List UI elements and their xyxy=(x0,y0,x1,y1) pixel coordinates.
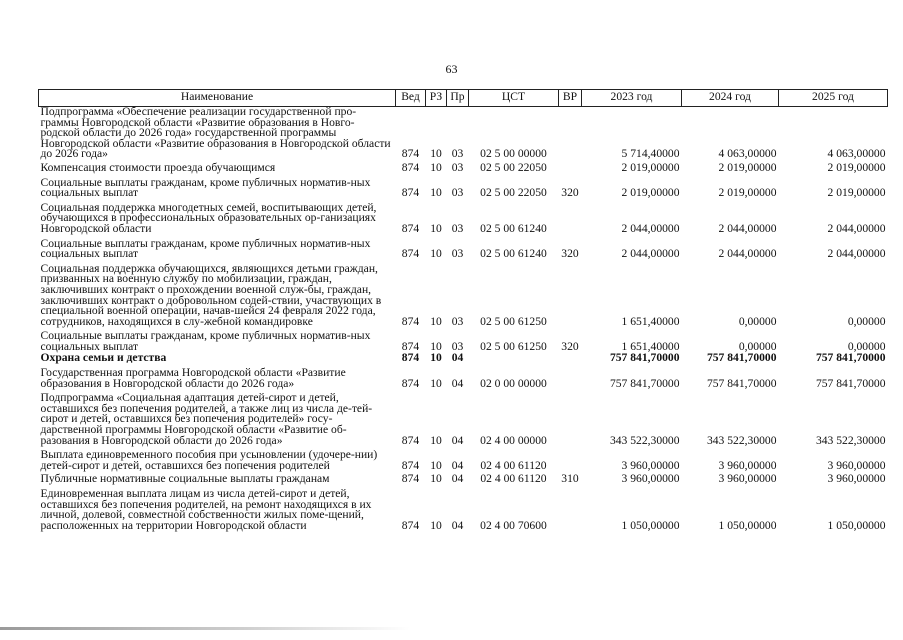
header-cst: ЦСТ xyxy=(469,90,559,107)
cell-y2023: 2 044,00000 xyxy=(621,247,680,261)
cell-y2024: 757 841,70000 xyxy=(706,376,777,390)
cell-y2024: 1 050,00000 xyxy=(718,518,777,532)
cell-ved: 874 xyxy=(401,376,420,390)
cell-y2024: 4 063,00000 xyxy=(718,147,777,161)
cell-name: Государственная программа Новгородской области «Развитие образования в Новгородской области до 2026 года» xyxy=(40,366,346,390)
header-pr: Пр xyxy=(447,90,469,107)
cell-y2024: 3 960,00000 xyxy=(718,472,777,486)
cell-vr xyxy=(559,365,582,390)
cell-pr: 03 xyxy=(451,160,464,174)
cell-y2023: 3 960,00000 xyxy=(621,472,680,486)
cell-ved: 874 xyxy=(401,221,420,235)
cell-y2023: 3 960,00000 xyxy=(621,458,680,472)
cell-name: Подпрограмма «Обеспечение реализации государственной про-граммы Новгородской области «Развитие образования в Новго-родской области до 2026 года» государственной программы Новгородской области «Развитие образования в Новгородской области до 2026 года» xyxy=(40,105,391,161)
cell-vr xyxy=(559,107,582,161)
cell-name: Социальные выплаты гражданам, кроме публичных норматив-ных социальных выплат xyxy=(40,236,371,261)
cell-name: Публичные нормативные социальные выплаты гражданам xyxy=(40,472,330,486)
cell-y2023: 2 019,00000 xyxy=(621,160,680,174)
cell-y2025: 343 522,30000 xyxy=(815,433,886,447)
cell-pr: 03 xyxy=(451,339,464,353)
cell-y2024: 0,00000 xyxy=(738,339,777,353)
cell-y2024: 2 044,00000 xyxy=(718,247,777,261)
cell-rz: 10 xyxy=(430,186,442,200)
cell-vr: 320 xyxy=(561,186,579,200)
cell-cst: 02 0 00 00000 xyxy=(480,376,547,390)
cell-rz: 10 xyxy=(430,458,442,472)
cell-y2024: 3 960,00000 xyxy=(718,458,777,472)
cell-y2023: 757 841,70000 xyxy=(609,351,680,365)
cell-rz: 10 xyxy=(430,472,442,486)
header-ved: Вед xyxy=(396,90,426,107)
cell-rz: 10 xyxy=(430,376,442,390)
cell-cst: 02 4 00 70600 xyxy=(480,518,547,532)
table-row xyxy=(39,261,888,329)
cell-ved: 874 xyxy=(401,458,420,472)
cell-cst: 02 5 00 22050 xyxy=(480,186,547,200)
header-name: Наименование xyxy=(39,90,396,107)
cell-pr: 03 xyxy=(451,247,464,261)
cell-ved: 874 xyxy=(401,314,420,328)
cell-ved: 874 xyxy=(401,518,420,532)
cell-ved: 874 xyxy=(401,433,420,447)
header-rz: РЗ xyxy=(426,90,447,107)
cell-ved: 874 xyxy=(401,351,420,365)
cell-name: Компенсация стоимости проезда обучающимся xyxy=(40,160,276,174)
cell-cst: 02 4 00 00000 xyxy=(480,433,547,447)
cell-ved: 874 xyxy=(401,472,420,486)
cell-pr: 03 xyxy=(451,314,464,328)
cell-name: Охрана семьи и детства xyxy=(40,351,167,365)
scan-edge-mark xyxy=(0,627,410,630)
cell-cst: 02 5 00 22050 xyxy=(480,160,547,174)
cell-y2025: 4 063,00000 xyxy=(827,147,886,161)
cell-y2023: 343 522,30000 xyxy=(609,433,680,447)
cell-rz: 10 xyxy=(430,221,442,235)
cell-y2024: 2 019,00000 xyxy=(718,186,777,200)
budget-table xyxy=(38,89,888,532)
table-row xyxy=(39,353,888,365)
cell-cst: 02 5 00 61250 xyxy=(480,314,547,328)
cell-y2025: 0,00000 xyxy=(847,314,886,328)
cell-y2023: 2 019,00000 xyxy=(621,186,680,200)
cell-y2025: 2 044,00000 xyxy=(827,221,886,235)
cell-y2024: 2 044,00000 xyxy=(718,221,777,235)
cell-cst: 02 5 00 61240 xyxy=(480,221,547,235)
cell-y2024: 757 841,70000 xyxy=(706,351,777,365)
cell-vr xyxy=(559,486,582,532)
cell-vr xyxy=(559,390,582,447)
cell-y2025: 1 050,00000 xyxy=(827,518,886,532)
cell-vr xyxy=(559,200,582,236)
cell-cst: 02 4 00 61120 xyxy=(480,472,547,486)
table-row xyxy=(39,447,888,472)
cell-pr: 04 xyxy=(451,433,464,447)
cell-rz: 10 xyxy=(430,351,442,365)
cell-y2025: 3 960,00000 xyxy=(827,458,886,472)
table-row xyxy=(39,486,888,532)
cell-cst: 02 5 00 61240 xyxy=(480,247,547,261)
cell-ved: 874 xyxy=(401,147,420,161)
cell-vr: 320 xyxy=(561,247,579,261)
table-row xyxy=(39,200,888,236)
cell-pr: 04 xyxy=(451,458,464,472)
cell-y2025: 2 019,00000 xyxy=(827,160,886,174)
cell-ved: 874 xyxy=(401,247,420,261)
cell-rz: 10 xyxy=(430,518,442,532)
cell-y2023: 757 841,70000 xyxy=(609,376,680,390)
cell-name: Единовременная выплата лицам из числа детей-сирот и детей, оставшихся без попечения родителей, на ремонт находящихся в их личной, долевой, совместной собственности жилых поме-щений, расположенных на территории Новгородской области xyxy=(40,487,372,532)
cell-name: Социальные выплаты гражданам, кроме публичных норматив-ных социальных выплат xyxy=(40,175,371,200)
cell-name: Подпрограмма «Социальная адаптация детей-сирот и детей, оставшихся без попечения родителей, а также лиц из числа де-тей-сирот и детей, оставшихся без попечения родителей» госу-дарственной программы Новгородской области «Развитие об-разования в Новгородской области до 2026 года» xyxy=(40,391,373,447)
table-row xyxy=(39,236,888,261)
cell-y2025: 757 841,70000 xyxy=(815,351,886,365)
table-row xyxy=(39,175,888,200)
cell-y2024: 343 522,30000 xyxy=(706,433,777,447)
cell-pr: 04 xyxy=(451,472,464,486)
cell-ved: 874 xyxy=(401,339,420,353)
cell-ved: 874 xyxy=(401,186,420,200)
cell-vr: 310 xyxy=(561,472,579,486)
cell-name: Социальная поддержка обучающихся, являющихся детьми граждан, призванных на военную службу по мобилизации, граждан, заключивших контракт о прохождении военной служ-бы, граждан, заключивших контракт о добровольном содей-ствии, участвующих в специальной военной операции, начав-шейся 24 февраля 2022 года, сотрудников, находящихся в слу-жебной командировке xyxy=(40,261,382,328)
cell-rz: 10 xyxy=(430,247,442,261)
cell-cst: 02 4 00 61120 xyxy=(480,458,547,472)
cell-pr: 03 xyxy=(451,186,464,200)
table-row xyxy=(39,161,888,175)
cell-name: Социальная поддержка многодетных семей, воспитывающих детей, обучающихся в профессиональных образовательных ор-ганизациях Новгородской области xyxy=(40,200,377,235)
cell-rz: 10 xyxy=(430,160,442,174)
table-body xyxy=(39,107,888,533)
cell-y2025: 757 841,70000 xyxy=(815,376,886,390)
cell-name: Выплата единовременного пособия при усыновлении (удочере-нии) детей-сирот и детей, оставшихся без попечения родителей xyxy=(40,448,378,472)
cell-y2025: 3 960,00000 xyxy=(827,472,886,486)
cell-vr xyxy=(559,447,582,472)
cell-y2024: 0,00000 xyxy=(738,314,777,328)
header-2023: 2023 год xyxy=(582,90,682,107)
cell-pr: 03 xyxy=(451,147,464,161)
cell-y2025: 2 019,00000 xyxy=(827,186,886,200)
cell-cst: 02 5 00 00000 xyxy=(480,147,547,161)
cell-pr: 03 xyxy=(451,221,464,235)
cell-rz: 10 xyxy=(430,433,442,447)
cell-rz: 10 xyxy=(430,339,442,353)
cell-ved: 874 xyxy=(401,160,420,174)
cell-rz: 10 xyxy=(430,314,442,328)
cell-rz: 10 xyxy=(430,147,442,161)
cell-pr: 04 xyxy=(451,351,464,365)
cell-y2023: 1 651,40000 xyxy=(621,339,680,353)
cell-vr xyxy=(559,261,582,329)
cell-y2023: 5 714,40000 xyxy=(621,147,680,161)
cell-pr: 04 xyxy=(451,518,464,532)
cell-y2023: 1 651,40000 xyxy=(621,314,680,328)
table-row xyxy=(39,107,888,161)
cell-y2024: 2 019,00000 xyxy=(718,160,777,174)
cell-vr: 320 xyxy=(561,339,579,353)
cell-pr: 04 xyxy=(451,376,464,390)
header-2024: 2024 год xyxy=(682,90,779,107)
cell-y2023: 2 044,00000 xyxy=(621,221,680,235)
header-2025: 2025 год xyxy=(779,90,888,107)
page-number: 63 xyxy=(445,62,458,76)
header-vr: ВР xyxy=(559,90,582,107)
table-row xyxy=(39,390,888,447)
cell-y2025: 0,00000 xyxy=(847,339,886,353)
cell-cst: 02 5 00 61250 xyxy=(480,339,547,353)
cell-name: Социальные выплаты гражданам, кроме публичных норматив-ных социальных выплат xyxy=(40,329,371,353)
cell-vr xyxy=(559,161,582,175)
table-row xyxy=(39,328,888,353)
cell-y2023: 1 050,00000 xyxy=(621,518,680,532)
cell-y2025: 2 044,00000 xyxy=(827,247,886,261)
table-row xyxy=(39,472,888,486)
table-header-row xyxy=(39,90,888,107)
cell-vr xyxy=(559,353,582,365)
cell-cst xyxy=(469,353,559,365)
table-row xyxy=(39,365,888,390)
